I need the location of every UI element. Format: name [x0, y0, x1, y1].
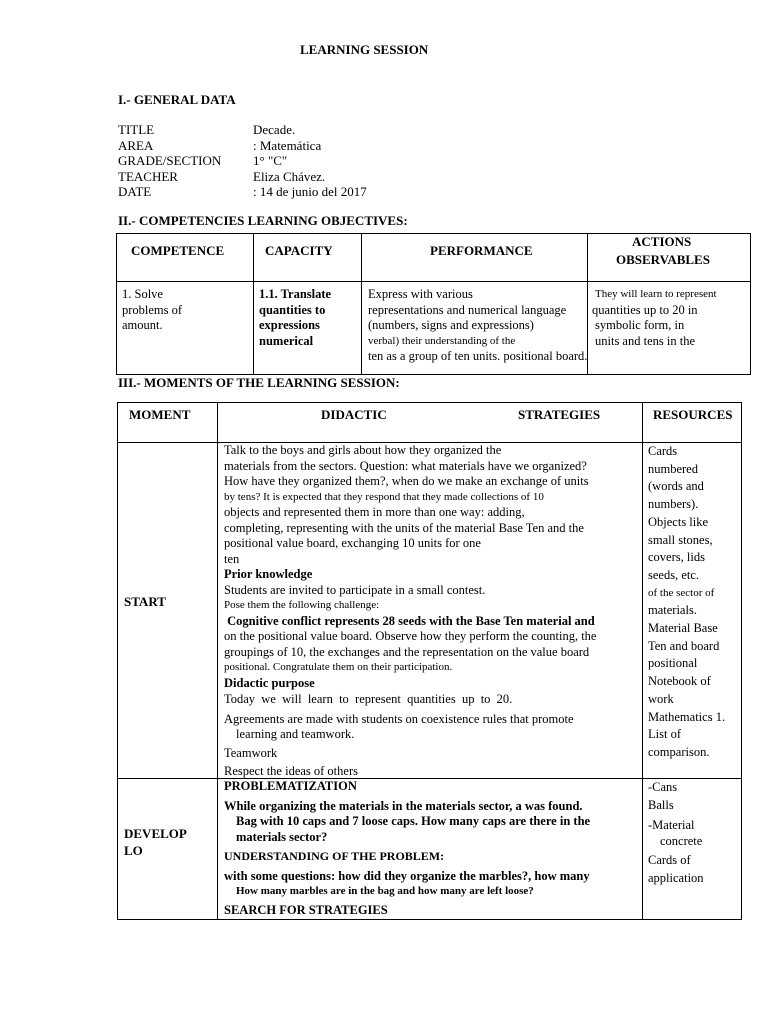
- start-line: positional value board, exchanging 10 units for one: [224, 536, 481, 550]
- start-line: positional. Congratulate them on their participation.: [224, 661, 453, 673]
- start-line: completing, representing with the units of the material Base Ten and the: [224, 520, 584, 535]
- develop-strategies-cell: [218, 779, 643, 920]
- resource-item: (words and: [648, 479, 704, 494]
- develop-line: materials sector?: [236, 829, 328, 844]
- start-line: Respect the ideas of others: [224, 764, 358, 778]
- general-data-values: [253, 122, 367, 200]
- moments-table: [117, 402, 742, 920]
- competencies-header-row: [117, 234, 751, 282]
- actions-header: ACTIONS: [632, 234, 692, 249]
- resource-item: Material Base: [648, 621, 718, 636]
- actions-line: symbolic form, in: [595, 318, 685, 332]
- start-line: How have they organized them?, when do we make an exchange of units: [224, 474, 589, 488]
- develop-row: [118, 779, 742, 920]
- actions-line: They will learn to represent: [595, 288, 717, 300]
- grade-section-value: 1° "C": [253, 153, 288, 168]
- resource-item: application: [648, 870, 704, 885]
- performance-line: Express with various: [368, 287, 473, 301]
- start-row: [118, 443, 742, 779]
- capacity-header-cell: [254, 234, 362, 282]
- start-line: on the positional value board. Observe how they perform the counting, the: [224, 629, 597, 643]
- develop-resources-cell: [643, 779, 742, 920]
- competence-line: amount.: [122, 318, 163, 332]
- competence-line: problems of: [122, 302, 183, 317]
- resource-item: covers, lids: [648, 550, 705, 565]
- teacher-label: TEACHER: [118, 168, 178, 184]
- start-line: Talk to the boys and girls about how they organized the: [224, 443, 502, 457]
- start-line: learning and teamwork.: [236, 727, 355, 741]
- didactic-strategies-header-cell: [218, 403, 643, 443]
- date-value: : 14 de junio del 2017: [253, 184, 367, 199]
- resource-item: materials.: [648, 603, 697, 618]
- prior-knowledge-heading: Prior knowledge: [224, 567, 313, 581]
- resource-item: of the sector of: [648, 586, 715, 599]
- didactic-header: DIDACTIC: [321, 407, 387, 422]
- start-resources-cell: [643, 443, 742, 779]
- general-data-heading: I.- GENERAL DATA: [118, 92, 236, 107]
- develop-line: While organizing the materials in the materials sector, a was found.: [224, 798, 583, 813]
- resource-item: Balls: [648, 797, 674, 812]
- resource-item: work: [648, 691, 674, 706]
- competencies-heading: II.- COMPETENCIES LEARNING OBJECTIVES:: [118, 213, 408, 228]
- resource-item: numbers).: [648, 497, 699, 512]
- develop-line: Bag with 10 caps and 7 loose caps. How many caps are there in the: [236, 814, 591, 828]
- moments-heading: III.- MOMENTS OF THE LEARNING SESSION:: [118, 375, 400, 390]
- start-strategies-cell: [218, 443, 643, 779]
- resource-item: numbered: [648, 461, 698, 476]
- resources-header-cell: [643, 403, 742, 443]
- actions-line: quantities up to 20 in: [592, 302, 698, 317]
- cognitive-conflict-line: Cognitive conflict represents 28 seeds with the Base Ten material and: [224, 613, 595, 628]
- competencies-table: [116, 233, 751, 375]
- general-data-labels: [118, 122, 221, 200]
- area-value: : Matemática: [253, 137, 322, 153]
- start-line: groupings of 10, the exchanges and the representation on the value board: [224, 644, 590, 659]
- moment-header: MOMENT: [129, 407, 191, 422]
- title-value: Decade.: [253, 122, 296, 137]
- resource-item: positional: [648, 656, 698, 671]
- resource-item: List of: [648, 727, 681, 742]
- performance-header-cell: [362, 234, 588, 282]
- date-label: DATE: [118, 184, 152, 199]
- competence-cell: [117, 282, 254, 375]
- performance-line: representations and numerical language: [368, 302, 567, 317]
- competence-header: COMPETENCE: [131, 243, 225, 258]
- performance-line: verbal) their understanding of the: [368, 334, 516, 347]
- performance-line: ten as a group of ten units. positional board.: [368, 349, 588, 363]
- resources-header: RESOURCES: [653, 407, 733, 422]
- capacity-line: expressions: [259, 318, 320, 332]
- document-title: LEARNING SESSION: [300, 42, 429, 57]
- start-line: Students are invited to participate in a small contest.: [224, 582, 486, 597]
- develop-line: How many marbles are in the bag and how many are left loose?: [236, 885, 534, 897]
- observables-header: OBSERVABLES: [616, 252, 710, 267]
- search-strategies-heading: SEARCH FOR STRATEGIES: [224, 902, 388, 917]
- resource-item: concrete: [660, 834, 703, 848]
- resource-item: small stones,: [648, 532, 713, 547]
- didactic-purpose-heading: Didactic purpose: [224, 675, 315, 690]
- actions-cell: [588, 282, 751, 375]
- start-label: START: [124, 594, 166, 609]
- capacity-line: 1.1. Translate: [259, 287, 332, 301]
- performance-line: (numbers, signs and expressions): [368, 318, 534, 332]
- capacity-cell: [254, 282, 362, 375]
- actions-header-cell: [588, 234, 751, 282]
- resource-item: Cards of: [648, 853, 691, 867]
- resource-item: comparison.: [648, 744, 710, 759]
- moment-header-cell: [118, 403, 218, 443]
- moments-header-row: [118, 403, 742, 443]
- capacity-line: quantities to: [259, 302, 326, 317]
- resource-item: Mathematics 1.: [648, 709, 726, 724]
- start-line: Agreements are made with students on coexistence rules that promote: [224, 711, 574, 726]
- start-line: objects and represented them in more than one way: adding,: [224, 505, 525, 519]
- start-line: by tens? It is expected that they respond that they made collections of 10: [224, 490, 544, 503]
- resource-item: Cards: [648, 444, 678, 458]
- develop-label: DEVELOP: [124, 826, 187, 841]
- problematization-heading: PROBLEMATIZATION: [224, 779, 357, 793]
- resource-item: seeds, etc.: [648, 567, 700, 582]
- understanding-heading: UNDERSTANDING OF THE PROBLEM:: [224, 849, 445, 863]
- develop-label-cont: LO: [124, 843, 143, 858]
- start-line: Today we will learn to represent quantities up to 20.: [224, 692, 513, 706]
- develop-moment-cell: [118, 779, 218, 920]
- capacity-line: numerical: [259, 333, 314, 348]
- competence-line: 1. Solve: [122, 287, 163, 301]
- grade-section-label: GRADE/SECTION: [118, 153, 222, 168]
- start-line: Teamwork: [224, 745, 278, 760]
- develop-line: with some questions: how did they organize the marbles?, how many: [224, 868, 590, 883]
- resource-item: -Material: [648, 818, 695, 832]
- capacity-header: CAPACITY: [265, 243, 333, 258]
- resource-item: Ten and board: [648, 638, 720, 653]
- resource-item: Notebook of: [648, 674, 711, 689]
- competence-header-cell: [117, 234, 254, 282]
- area-label: AREA: [118, 137, 154, 153]
- competencies-row: [117, 282, 751, 375]
- performance-cell: [362, 282, 588, 375]
- start-line: materials from the sectors. Question: what materials have we organized?: [224, 458, 587, 473]
- start-line: ten: [224, 551, 240, 566]
- teacher-value: Eliza Chávez.: [253, 168, 326, 184]
- start-line: Pose them the following challenge:: [224, 599, 380, 611]
- actions-line: units and tens in the: [595, 333, 695, 348]
- start-moment-cell: [118, 443, 218, 779]
- performance-header: PERFORMANCE: [430, 243, 533, 258]
- resource-item: -Cans: [648, 780, 678, 794]
- title-label: TITLE: [118, 122, 155, 137]
- resource-item: Objects like: [648, 514, 709, 529]
- strategies-header: STRATEGIES: [518, 407, 601, 422]
